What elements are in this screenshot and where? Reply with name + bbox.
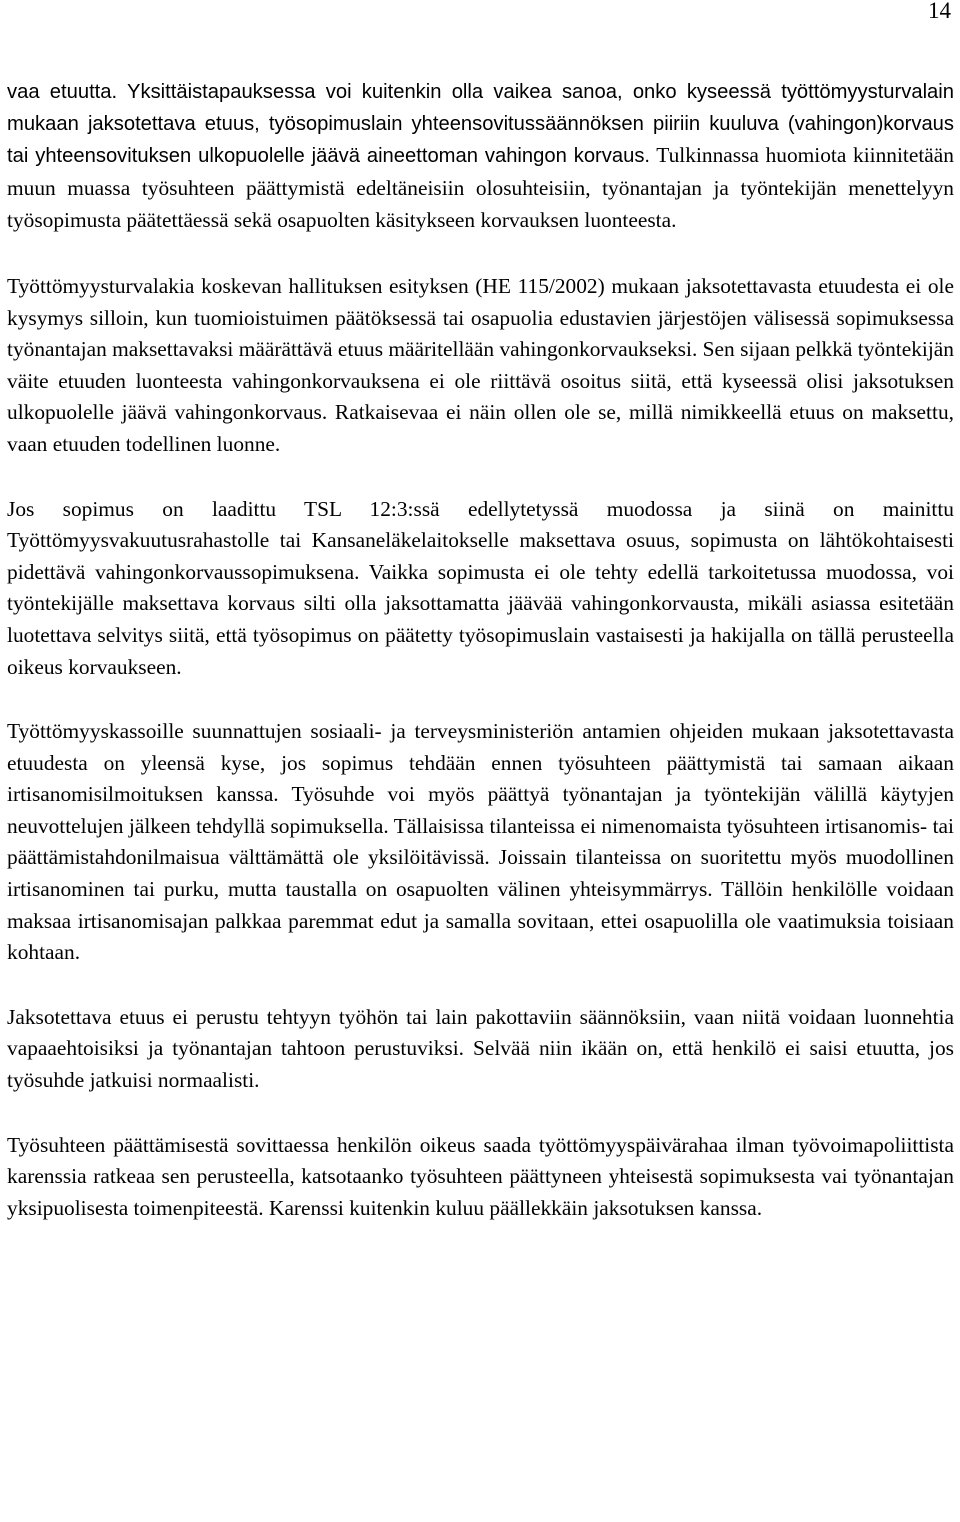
- paragraph-2: Työttömyysturvalakia koskevan hallituksen esityksen (HE 115/2002) mukaan jaksotettavasta etuudesta ei ole kysymys silloin, kun tuomioistuimen päätöksessä tai osapuolia edustavien järjestöjen välisessä sopimuksessa työnantajan maksettavaksi määrättävä etuus määritellään vahingonkorvaukseksi. Sen sijaan pelkkä työntekijän väite etuuden luonteesta vahingonkorvauksena ei ole riittävä osoitus siitä, että kyseessä olisi jaksotuksen ulkopuolelle jäävä vahingonkorvaus. Ratkaisevaa ei näin ollen ole se, millä nimikkeellä etuus on maksettu, vaan etuuden todellinen luonne.: [7, 273, 954, 456]
- paragraph-4: Työttömyyskassoille suunnattujen sosiaali- ja terveysministeriön antamien ohjeiden mukaan jaksotettavasta etuudesta on yleensä kyse, jos sopimus tehdään ennen työsuhteen päättymistä tai samaan aikaan irtisanomisilmoituksen kanssa. Työsuhde voi myös päättyä työnantajan ja työntekijän välillä käytyjen neuvottelujen jälkeen tehdyllä sopimuksella. Tällaisissa tilanteissa ei nimenomaista työsuhteen irtisanomis- tai päättämistahdonilmaisua välttämättä ole yksilöitävissä. Joissain tilanteissa on suoritettu myös muodollinen irtisanominen tai purku, mutta taustalla on osapuolten välinen yhteisymmärrys. Tällöin henkilölle voidaan maksaa irtisanomisajan palkkaa paremmat edut ja samalla sovitaan, ettei osapuolilla ole vaatimuksia toisiaan kohtaan.: [7, 719, 954, 965]
- document-body: [7, 77, 954, 1257]
- paragraph-5: Jaksotettava etuus ei perustu tehtyyn työhön tai lain pakottaviin säännöksiin, vaan niitä voidaan luonnehtia vapaaehtoisiksi ja työnantajan tahtoon perustuviksi. Selvää niin ikään on, että henkilö ei saisi etuutta, jos työsuhde jatkuisi normaalisti.: [7, 1004, 954, 1093]
- paragraph-1: [7, 77, 954, 238]
- paragraph-3: Jos sopimus on laadittu TSL 12:3:ssä edellytetyssä muodossa ja siinä on mainittu Työttömyysvakuutusrahastolle tai Kansaneläkelaitokselle maksettava osuus, sopimusta on lähtökohtaisesti pidettävä vahingonkorvaussopimuksena. Vaikka sopimusta ei ole tehty edellä tarkoitetussa muodossa, voi työntekijälle maksettava korvaus silti olla jaksottamatta jäävää vahingonkorvausta, mikäli asiassa esitetään luotettava selvitys siitä, että työsopimus on päätetty työsopimuslain vastaisesti ja hakijalla on tällä perusteella oikeus korvaukseen.: [7, 496, 954, 679]
- paragraph-1-serif-text: Tulkinnassa huomiota kiinnitetään muun muassa työsuhteen päättymistä edeltäneisiin olosuhteisiin, työnantajan ja työntekijän menettelyyn työsopimusta päätettäessä sekä osapuolten käsitykseen korvauksen luonteesta.: [7, 143, 954, 233]
- paragraph-6: Työsuhteen päättämisestä sovittaessa henkilön oikeus saada työttömyyspäivärahaa ilman työvoimapoliittista karenssia ratkeaa sen perusteella, katsotaanko työsuhteen päättyneen yhteisestä sopimuksesta vai työnantajan yksipuolisesta toimenpiteestä. Karenssi kuitenkin kuluu päällekkäin jaksotuksen kanssa.: [7, 1132, 954, 1220]
- page-number-text: 14: [928, 0, 951, 23]
- page-number: [0, 0, 960, 26]
- paragraph-1-sans-text: vaa etuutta. Yksittäistapauksessa voi kuitenkin olla vaikea sanoa, onko kyseessä työttömyysturvalain mukaan jaksotettava etuus, työsopimuslain yhteensovitussäännöksen piiriin kuuluva (vahingon)korvaus tai yhteensovituksen ulkopuolelle jäävä aineettoman vahingon korvaus.: [7, 81, 954, 168]
